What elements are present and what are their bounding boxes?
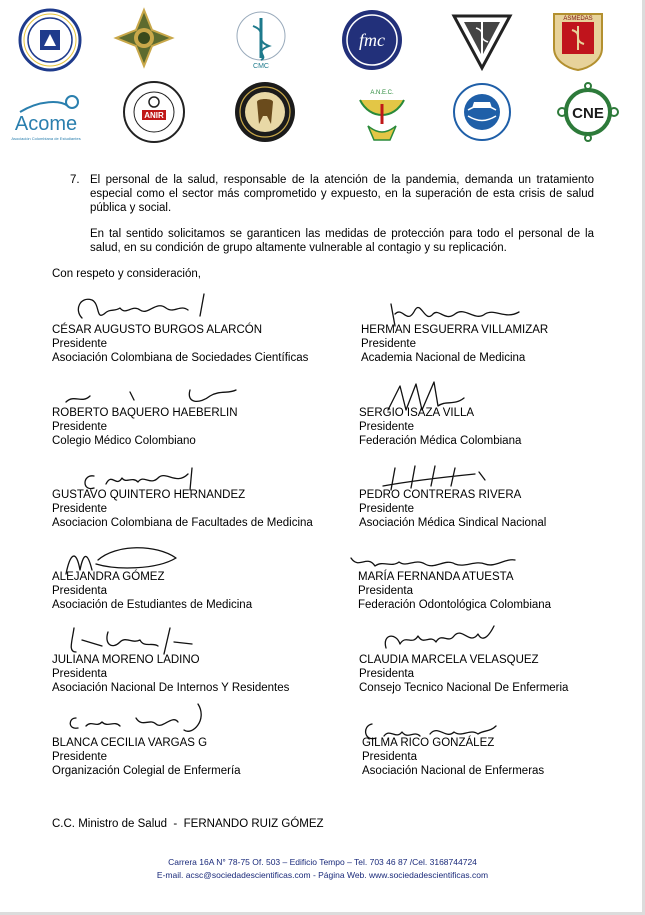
signatory-name: CÉSAR AUGUSTO BURGOS ALARCÓN <box>52 324 263 336</box>
signature-1-scribble <box>70 290 220 326</box>
signatory-role: Presidenta <box>358 585 413 597</box>
svg-text:CMC: CMC <box>253 63 269 70</box>
cc-line: C.C. Ministro de Salud - FERNANDO RUIZ GÓMEZ <box>52 818 324 830</box>
svg-text:Acome: Acome <box>14 113 78 135</box>
signatory-2 <box>361 323 548 365</box>
signatory-name: HERMAN ESGUERRA VILLAMIZAR <box>361 324 549 336</box>
anec-lamp-icon <box>350 84 414 148</box>
signatory-name: GILMA RICO GONZÁLEZ <box>362 737 495 749</box>
signatory-role: Presidenta <box>52 668 107 680</box>
anir-seal-icon <box>122 80 186 144</box>
signatory-9 <box>52 653 289 695</box>
signatory-org: Federación Médica Colombiana <box>359 435 522 447</box>
footer-contact: E-mail. acsc@sociedadescientificas.com - Página Web. www.sociedadescientificas.com <box>156 870 489 880</box>
signatory-name: GUSTAVO QUINTERO HERNANDEZ <box>52 489 246 501</box>
svg-text:Asociación Colombiana de Estud: Asociación Colombiana de Estudiantes <box>11 136 81 141</box>
signatory-role: Presidente <box>52 421 107 433</box>
signatory-org: Asociación Nacional de Enfermeras <box>362 765 545 777</box>
signatory-7 <box>52 570 252 612</box>
signatory-org: Asociacion Colombiana de Facultades de Medicina <box>52 517 313 529</box>
paragraph-protection: En tal sentido solicitamos se garanticen las medidas de protección para todo el personal de la salud, en su condición de grupo altamente vulnerable al contagio y su replicación. <box>90 228 594 254</box>
signatory-role: Presidente <box>359 421 414 433</box>
svg-text:ASMEDAS: ASMEDAS <box>563 16 593 22</box>
svg-text:fmc: fmc <box>359 30 385 50</box>
signatory-org: Colegio Médico Colombiano <box>52 435 196 447</box>
signatory-3 <box>52 406 238 448</box>
fmc-circle-icon <box>340 8 404 72</box>
signatory-role: Presidente <box>359 503 414 515</box>
medal-cross-icon <box>112 6 176 70</box>
signatory-org: Asociación Colombiana de Sociedades Científicas <box>52 352 309 364</box>
footer-address: Carrera 16A N° 78-75 Of. 503 – Edificio Tempo – Tel. 703 46 87 /Cel. 3168744724 <box>168 857 477 867</box>
signatory-name: ALEJANDRA GÓMEZ <box>52 571 165 583</box>
triangle-emblem-icon <box>450 8 514 72</box>
item-number: 7. <box>70 174 80 186</box>
signatory-org: Consejo Tecnico Nacional De Enfermeria <box>359 682 569 694</box>
signatory-name: PEDRO CONTRERAS RIVERA <box>359 489 522 501</box>
signatory-role: Presidente <box>52 338 107 350</box>
signatory-role: Presidente <box>52 503 107 515</box>
signatory-org: Academia Nacional de Medicina <box>361 352 526 364</box>
paragraph-7: El personal de la salud, responsable de la atención de la pandemia, demanda un tratamiento especial como el sector más comprometido y expuesto, en la superación de esta crisis de salud pública y social. <box>90 174 594 214</box>
signatory-12 <box>362 736 544 778</box>
cne-logo-icon <box>556 80 620 144</box>
signatory-name: JULIANA MORENO LADINO <box>52 654 200 666</box>
signatory-role: Presidente <box>361 338 416 350</box>
signatory-org: Organización Colegial de Enfermería <box>52 765 241 777</box>
signature-11-scribble <box>62 700 212 740</box>
signatory-6 <box>359 488 546 530</box>
cmc-caduceus-icon <box>229 6 293 70</box>
signatory-org: Asociación de Estudiantes de Medicina <box>52 599 253 611</box>
svg-text:ANIR: ANIR <box>144 111 164 120</box>
signatory-8 <box>358 570 551 612</box>
signatory-role: Presidenta <box>362 751 417 763</box>
signatory-4 <box>359 406 521 448</box>
svg-text:CNE: CNE <box>572 105 604 122</box>
signatory-name: ROBERTO BAQUERO HAEBERLIN <box>52 407 238 419</box>
signatory-1 <box>52 323 308 365</box>
svg-text:A.N.E.C.: A.N.E.C. <box>370 90 394 96</box>
signatory-name: BLANCA CECILIA VARGAS G <box>52 737 208 749</box>
closing-line: Con respeto y consideración, <box>52 268 201 280</box>
signatory-5 <box>52 488 313 530</box>
signatory-11 <box>52 736 241 778</box>
signatory-org: Asociación Nacional De Internos Y Residentes <box>52 682 290 694</box>
signatory-name: MARÍA FERNANDA ATUESTA <box>358 571 514 583</box>
acome-logo-icon <box>10 88 82 152</box>
signatory-name: CLAUDIA MARCELA VELASQUEZ <box>359 654 539 666</box>
signatory-name: SERGIO ISAZA VILLA <box>359 407 475 419</box>
asmedas-shield-icon <box>546 8 610 72</box>
signatory-org: Federación Odontológica Colombiana <box>358 599 552 611</box>
odontologica-seal-icon <box>233 80 297 144</box>
signatory-org: Asociación Médica Sindical Nacional <box>359 517 547 529</box>
signatory-role: Presidenta <box>52 585 107 597</box>
oce-globe-icon <box>450 80 514 144</box>
signatory-role: Presidente <box>52 751 107 763</box>
acsc-seal-icon <box>18 8 82 72</box>
signatory-10 <box>359 653 568 695</box>
signatory-role: Presidenta <box>359 668 414 680</box>
